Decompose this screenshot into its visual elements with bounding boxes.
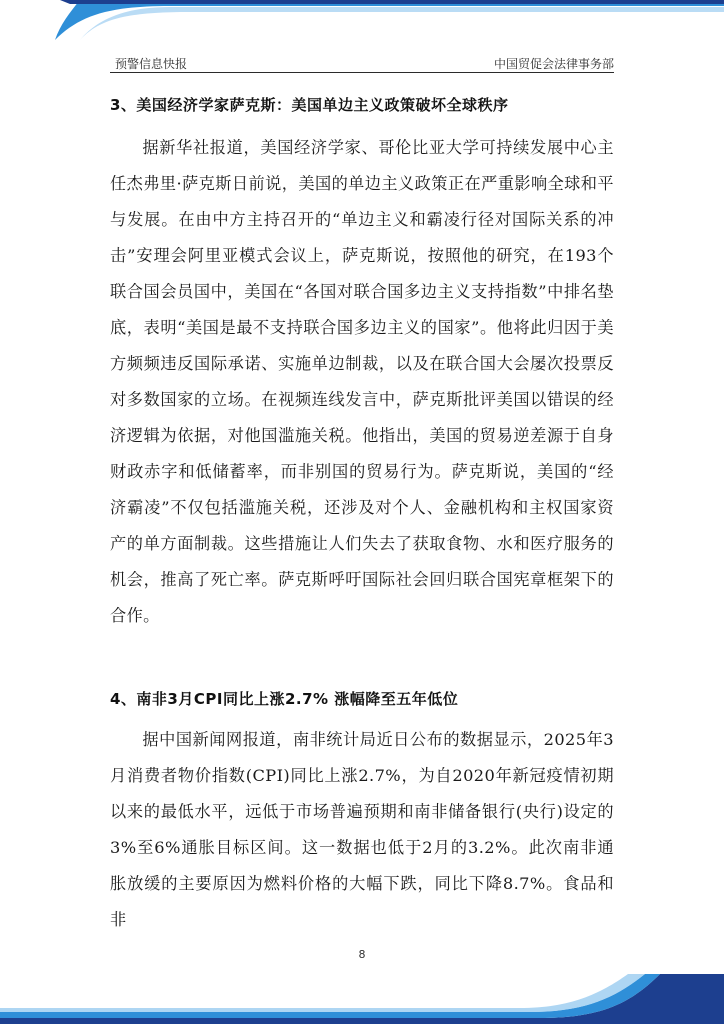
article-content	[110, 92, 614, 938]
header-decorative-band	[0, 0, 724, 40]
page-number: 8	[358, 948, 366, 961]
footer-decorative-band	[0, 974, 724, 1024]
header-left-title: 预警信息快报	[115, 57, 188, 71]
running-header	[115, 55, 614, 72]
header-rule	[110, 72, 614, 73]
section-3-heading: 3、美国经济学家萨克斯：美国单边主义政策破坏全球秩序	[110, 96, 509, 114]
section-4-heading: 4、南非3月CPI同比上涨2.7% 涨幅降至五年低位	[110, 690, 459, 708]
section-3-body: 据新华社报道，美国经济学家、哥伦比亚大学可持续发展中心主任杰弗里·萨克斯日前说，美国的单边主义政策正在严重影响全球和平与发展。在由中方主持召开的“单边主义和霸凌行径对国际关系的冲击”安理会阿里亚模式会议上，萨克斯说，按照他的研究，在193个联合国会员国中，美国在“各国对联合国多边主义支持指数”中排名垫底，表明“美国是最不支持联合国多边主义的国家”。他将此归因于美方频频违反国际承诺、实施单边制裁，以及在联合国大会屡次投票反对多数国家的立场。在视频连线发言中，萨克斯批评美国以错误的经济逻辑为依据，对他国滥施关税。他指出，美国的贸易逆差源于自身财政赤字和低储蓄率，而非别国的贸易行为。萨克斯说，美国的“经济霸凌”不仅包括滥施关税，还涉及对个人、金融机构和主权国家资产的单方面制裁。这些措施让人们失去了获取食物、水和医疗服务的机会，推高了死亡率。萨克斯呼吁国际社会回归联合国宪章框架下的合作。	[110, 138, 614, 625]
section-4-body: 据中国新闻网报道，南非统计局近日公布的数据显示，2025年3月消费者物价指数(CPI)同比上涨2.7%，为自2020年新冠疫情初期以来的最低水平，远低于市场普遍预期和南非储备银行(央行)设定的3%至6%通胀目标区间。这一数据也低于2月的3.2%。此次南非通胀放缓的主要原因为燃料价格的大幅下跌，同比下降8.7%。食品和非	[110, 730, 614, 929]
header-right-org: 中国贸促会法律事务部	[493, 57, 614, 71]
